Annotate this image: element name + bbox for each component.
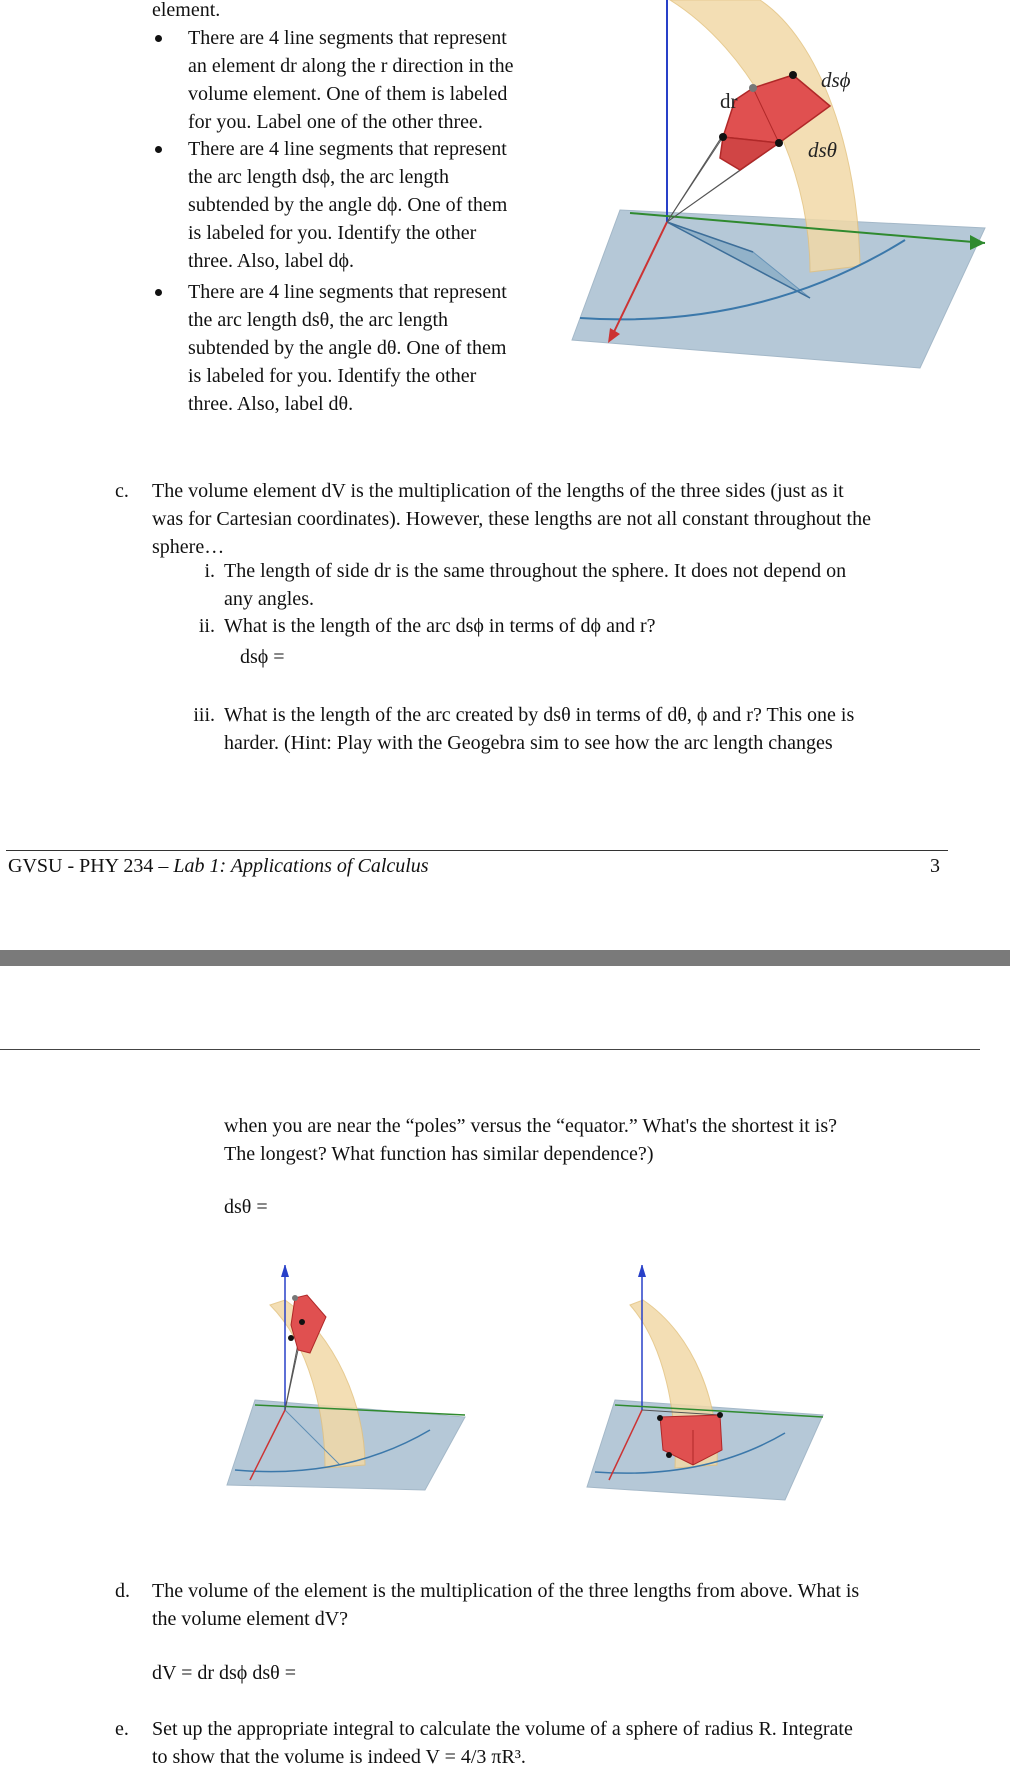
section-e-marker: e. [115,1718,129,1740]
bullet-marker [155,35,162,42]
bullet-2: There are 4 line segments that represent the arc length dsϕ, the arc length subtended by the angle dϕ. One of them is labeled for you. Identify the other three. Also, label dϕ. [188,138,508,272]
pole-element-figure [225,1265,475,1495]
vertex-dot [299,1319,305,1325]
item-ii-marker: ii. [198,615,215,637]
bullet-3: There are 4 line segments that represent the arc length dsθ, the arc length subtended by the angle dθ. One of them is labeled for you. Identify the other three. Also, label dθ. [188,281,507,415]
section-d-text: The volume of the element is the multiplication of the three lengths from above. What is the volume element dV? [152,1580,860,1630]
footer-course: GVSU - PHY 234 – Lab 1: Applications of Calculus [8,855,429,877]
section-d-marker: d. [115,1580,130,1602]
vertex-dot [775,139,783,147]
section-e-text: Set up the appropriate integral to calculate the volume of a sphere of radius R. Integrate to show that the volume is indeed V = 4/3 πR³. [152,1718,853,1768]
ds-phi-answer: dsϕ = [240,646,285,668]
vertex-dot [288,1335,294,1341]
continuation-text: when you are near the “poles” versus the “equator.” What's the shortest it is? The longest? What function has similar dependence?) [224,1115,838,1165]
footer-rule [6,850,948,851]
item-i-text: The length of side dr is the same throughout the sphere. It does not depend on any angles. [224,560,847,610]
item-i-marker: i. [204,560,215,582]
vertex-dot [717,1412,723,1418]
label-ds-phi: dsϕ [821,68,851,92]
bullet-marker [155,289,162,296]
volume-element-equation: dV = dr dsϕ dsθ = [152,1662,296,1684]
radial-line [667,137,723,222]
arrow-head-icon [281,1265,289,1277]
spherical-volume-element-figure [560,0,1000,380]
arrow-head-icon [638,1265,646,1277]
volume-element-face [720,137,779,170]
vertex-dot [657,1415,663,1421]
item-iii-marker: iii. [193,704,215,726]
vertex-dot [749,84,757,92]
vertex-dot [292,1295,298,1301]
page-number: 3 [930,855,940,877]
vertex-dot [719,133,727,141]
radial-line [285,1350,298,1410]
vertex-dot [789,71,797,79]
page-separator [0,950,1010,966]
equator-element-figure [585,1265,835,1505]
ds-theta-answer: dsθ = [224,1196,268,1218]
vertex-dot [666,1452,672,1458]
label-ds-theta: dsθ [808,138,837,162]
section-c-marker: c. [115,480,129,502]
section-c-text: The volume element dV is the multiplication of the lengths of the three sides (just as it was for Cartesian coordinates). However, these lengths are not all constant throughout the sphere… [152,480,871,558]
bullet-marker [155,146,162,153]
item-iii-text: What is the length of the arc created by dsθ in terms of dθ, ϕ and r? This one is harder. (Hint: Play with the Geogebra sim to see how the arc length changes [224,704,855,754]
intro-word: element. [152,0,221,21]
header-rule [0,1049,980,1050]
item-ii-text: What is the length of the arc dsϕ in terms of dϕ and r? [224,615,656,637]
bullet-1: There are 4 line segments that represent an element dr along the r direction in the volume element. One of them is labeled for you. Label one of the other three. [188,27,514,133]
label-dr: dr [720,89,738,113]
